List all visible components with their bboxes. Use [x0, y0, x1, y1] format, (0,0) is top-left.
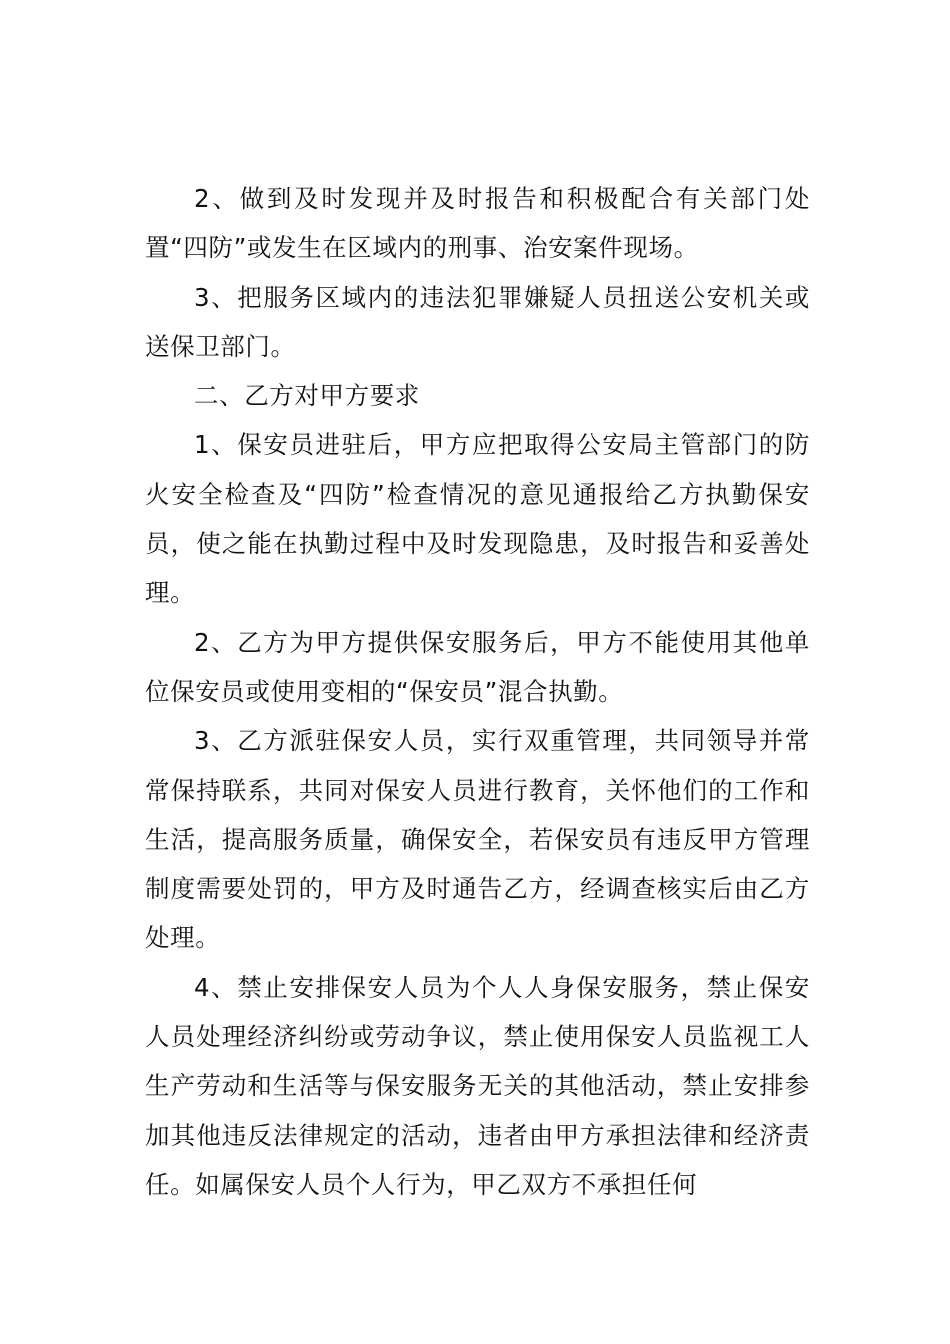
paragraph-item-2-no-other-guards: 2、乙方为甲方提供保安服务后，甲方不能使用其他单位保安员或使用变相的“保安员”混合执勤。: [145, 627, 810, 706]
section-heading-requirements: 二、乙方对甲方要求: [194, 381, 420, 411]
paragraph-item-2-report: 2、做到及时发现并及时报告和积极配合有关部门处置“四防”或发生在区域内的刑事、治安案件现场。: [145, 184, 810, 263]
paragraph-item-3-escort: 3、把服务区域内的违法犯罪嫌疑人员扭送公安机关或送保卫部门。: [145, 282, 810, 361]
paragraph-item-4-prohibitions: 4、禁止安排保安人员为个人人身保安服务，禁止保安人员处理经济纠纷或劳动争议，禁止使用保安人员监视工人生产劳动和生活等与保安服务无关的其他活动，禁止安排参加其他违反法律规定的活动，违者由甲方承担法律和经济责任。如属保安人员个人行为，甲乙双方不承担任何: [145, 972, 810, 1199]
document-body: [145, 174, 810, 1209]
paragraph-item-1-notify: 1、保安员进驻后，甲方应把取得公安局主管部门的防火安全检查及“四防”检查情况的意见通报给乙方执勤保安员，使之能在执勤过程中及时发现隐患，及时报告和妥善处理。: [145, 430, 810, 608]
paragraph-item-3-dual-management: 3、乙方派驻保安人员，实行双重管理，共同领导并常常保持联系，共同对保安人员进行教育，关怀他们的工作和生活，提高服务质量，确保安全，若保安员有违反甲方管理制度需要处罚的，甲方及时通告乙方，经调查核实后由乙方处理。: [145, 726, 810, 953]
